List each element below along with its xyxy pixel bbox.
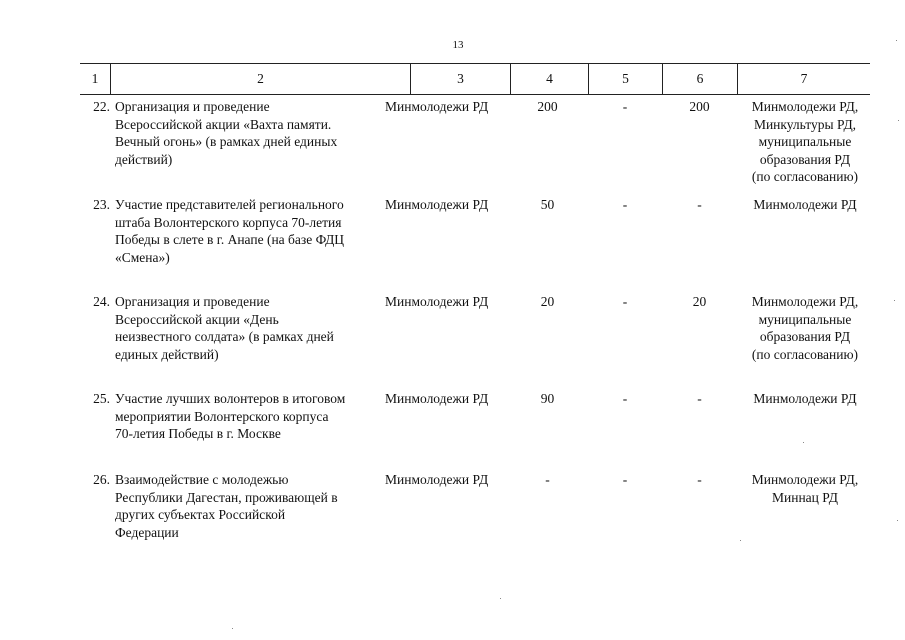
value-col-5: - xyxy=(622,294,628,309)
activity-name-line: других субъектах Российской xyxy=(115,507,286,522)
activity-name xyxy=(115,471,377,541)
activity-name-line: мероприятии Волонтерского корпуса xyxy=(115,408,329,424)
page-number: 13 xyxy=(452,39,464,51)
activity-name-line: Республики Дагестан, проживающей в xyxy=(115,489,338,505)
value-col-6: - xyxy=(697,472,702,487)
activity-name xyxy=(115,98,377,168)
responsible-line: Минмолодежи РД xyxy=(753,197,857,212)
row-number: 25. xyxy=(93,391,110,406)
activity-name-line: единых действий) xyxy=(115,346,219,362)
activity-name-line: Победы в слете в г. Анапе (на базе ФДЦ xyxy=(115,232,345,247)
activity-name-line: Организация и проведение xyxy=(115,99,270,114)
activity-name-line: Всероссийской акции «День xyxy=(115,311,279,327)
responsible-line: Минкультуры РД, xyxy=(753,116,857,132)
organizer: Минмолодежи РД xyxy=(385,197,489,212)
scan-speck xyxy=(803,442,804,443)
activity-name-line: 70-летия Победы в г. Москве xyxy=(115,426,281,441)
responsible-line: муниципальные xyxy=(758,311,852,327)
row-number: 26. xyxy=(93,472,110,487)
organizer: Минмолодежи РД xyxy=(385,99,489,114)
value-col-6: - xyxy=(697,197,702,212)
activity-name-line: действий) xyxy=(115,151,173,167)
activity-name-line: Федерации xyxy=(115,524,179,540)
scan-speck xyxy=(500,598,501,599)
responsible-line: (по согласованию) xyxy=(751,169,859,184)
responsible-line: образования РД xyxy=(759,151,851,167)
activity-name-line: Участие лучших волонтеров в итоговом xyxy=(115,391,346,406)
value-col-4: 50 xyxy=(540,197,555,212)
value-col-4: 200 xyxy=(537,99,558,114)
responsible xyxy=(740,471,870,506)
value-col-4: 20 xyxy=(540,294,555,309)
scan-speck xyxy=(897,520,898,521)
organizer: Минмолодежи РД xyxy=(385,472,489,487)
activity-name-line: «Смена») xyxy=(115,249,170,265)
activity-name xyxy=(115,390,377,443)
organizer: Минмолодежи РД xyxy=(385,391,489,406)
row-number: 24. xyxy=(93,294,110,309)
responsible xyxy=(740,390,870,408)
responsible-line: Миннац РД xyxy=(772,489,838,505)
responsible xyxy=(740,98,870,186)
responsible-line: муниципальные xyxy=(758,134,852,149)
responsible-line: Минмолодежи РД, xyxy=(751,99,859,114)
activity-name xyxy=(115,196,377,266)
row-number: 23. xyxy=(93,197,110,212)
value-col-6: - xyxy=(697,391,702,406)
value-col-5: - xyxy=(622,197,628,212)
header-col-6: 6 xyxy=(662,64,737,94)
scan-speck xyxy=(894,300,895,301)
responsible-line: (по согласованию) xyxy=(751,346,859,362)
activity-name-line: Участие представителей регионального xyxy=(115,197,344,212)
activity-name-line: штаба Волонтерского корпуса 70-летия xyxy=(115,214,342,230)
table-header xyxy=(80,63,870,95)
value-col-4: 90 xyxy=(540,391,555,406)
responsible xyxy=(740,196,870,214)
scan-speck xyxy=(896,40,897,41)
value-col-5: - xyxy=(622,472,628,487)
value-col-4: - xyxy=(545,472,550,487)
value-col-6: 20 xyxy=(692,294,707,309)
row-number: 22. xyxy=(93,99,110,114)
responsible xyxy=(740,293,870,363)
scan-speck xyxy=(898,120,899,121)
header-col-3: 3 xyxy=(410,64,510,94)
responsible-line: Минмолодежи РД xyxy=(753,391,857,406)
header-col-4: 4 xyxy=(510,64,588,94)
value-col-5: - xyxy=(622,99,628,114)
scan-speck xyxy=(740,540,741,541)
header-col-1: 1 xyxy=(91,71,99,86)
value-col-6: 200 xyxy=(689,99,710,114)
header-col-5: 5 xyxy=(588,64,662,94)
value-col-5: - xyxy=(622,391,628,406)
activity-name-line: Вечный огонь» (в рамках дней единых xyxy=(115,134,338,149)
activity-name-line: Всероссийской акции «Вахта памяти. xyxy=(115,116,332,132)
activity-name-line: Взаимодействие с молодежью xyxy=(115,472,289,487)
activity-name-line: Организация и проведение xyxy=(115,294,270,309)
responsible-line: Минмолодежи РД, xyxy=(751,294,859,309)
scan-speck xyxy=(232,628,233,629)
activity-name xyxy=(115,293,377,363)
header-col-7: 7 xyxy=(737,64,870,94)
activity-name-line: неизвестного солдата» (в рамках дней xyxy=(115,329,334,344)
header-col-2: 2 xyxy=(110,64,410,94)
organizer: Минмолодежи РД xyxy=(385,294,489,309)
responsible-line: Минмолодежи РД, xyxy=(751,472,859,487)
responsible-line: образования РД xyxy=(759,329,851,344)
